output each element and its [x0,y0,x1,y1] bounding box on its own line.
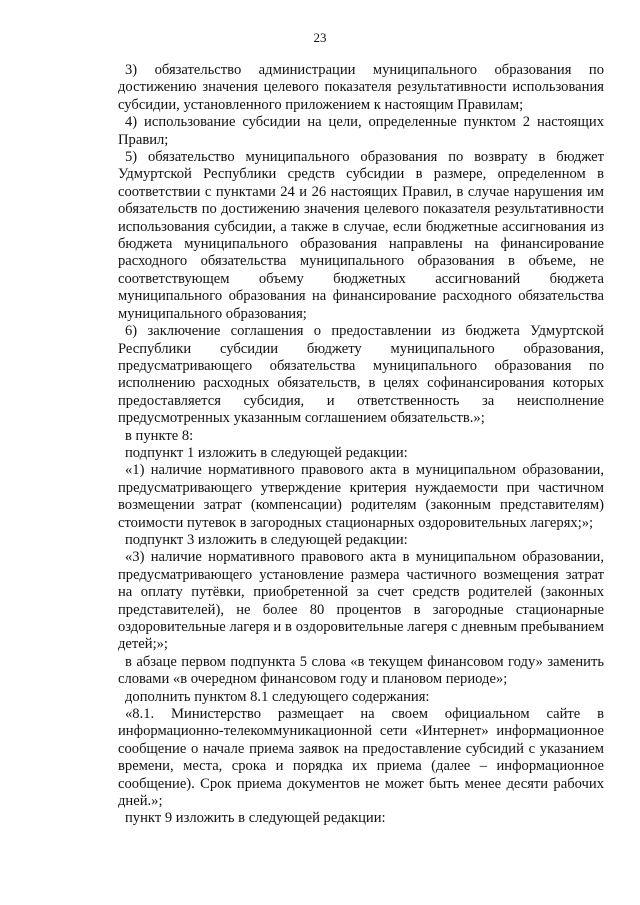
paragraph-item-3: 3) обязательство администрации муниципального образования по достижению значения целевого показателя результативности использования субсидии, установленного приложением к настоящим Правилам; [118,62,604,113]
paragraph-clause-9-intro: пункт 9 изложить в следующей редакции: [125,810,386,827]
page-number: 23 [313,30,327,45]
paragraph-clause-8: в пункте 8: [125,427,194,444]
paragraph-item-6: 6) заключение соглашения о предоставлении из бюджета Удмуртской Республики субсидии бюджету муниципального образования, предусматривающего обязательства муниципального образования по исполнению расходных обязательств, в целях софинансирования которых предоставляется субсидия, и ответственность за неисполнение предусмотренных указанным соглашением обязательств.»; [118,323,604,427]
paragraph-subclause-5-change: в абзаце первом подпункта 5 слова «в текущем финансовом году» заменить словами «в очередном финансовом году и плановом периоде»; [118,653,604,688]
paragraph-subclause-3-text: «3) наличие нормативного правового акта в муниципальном образовании, предусматривающего установление размера частичного возмещения затрат на оплату путёвки, приобретенной за счет средств родителей (законных представителей), не более 80 процентов в загородные стационарные оздоровительные лагеря и в оздоровительные лагеря с дневным пребыванием детей;»; [118,549,604,653]
paragraph-clause-8-1-intro: дополнить пунктом 8.1 следующего содержания: [125,688,430,705]
paragraph-item-5: 5) обязательство муниципального образования по возврату в бюджет Удмуртской Республики средств субсидии в размере, определенном в соответствии с пунктами 24 и 26 настоящих Правил, в случае нарушения им обязательств по достижению значения целевого показателя результативности использования субсидии, а также в случае, если бюджетные ассигнования из бюджета муниципального образования направлены на финансирование расходного обязательства муниципального образования в объеме, не соответствующем объему бюджетных ассигнований бюджета муниципального образования на финансирование расходного обязательства муниципального образования; [118,149,604,322]
paragraph-clause-8-1-text: «8.1. Министерство размещает на своем официальном сайте в информационно-телекоммуникационной сети «Интернет» информационное сообщение о начале приема заявок на предоставление субсидий с указанием времени, места, срока и порядка их приема (далее – информационное сообщение). Срок приема документов не может быть менее десяти рабочих дней.»; [118,706,604,810]
paragraph-item-4: 4) использование субсидии на цели, определенные пунктом 2 настоящих Правил; [118,114,604,148]
document-body [118,62,604,828]
paragraph-subclause-3-intro: подпункт 3 изложить в следующей редакции: [125,531,408,548]
paragraph-subclause-1-intro: подпункт 1 изложить в следующей редакции: [125,444,408,461]
paragraph-subclause-1-text: «1) наличие нормативного правового акта в муниципальном образовании, предусматривающего утверждение критерия нуждаемости при частичном возмещении затрат (компенсации) родителям (законным представителям) стоимости путевок в загородных стационарных оздоровительных лагерях;»; [118,462,604,531]
